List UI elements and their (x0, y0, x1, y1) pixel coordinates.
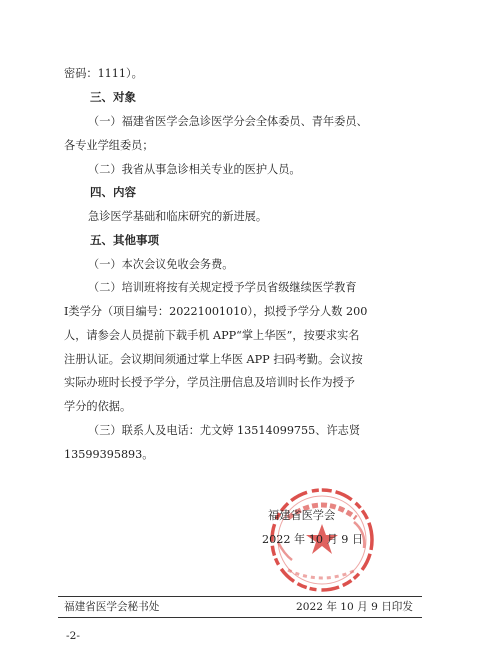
body-line: 急诊医学基础和临床研究的新进展。 (88, 210, 268, 223)
body-line: 人，请参会人员提前下载手机 APP“掌上华医”，按要求实名 (64, 329, 360, 342)
body-line: 学分的依据。 (64, 400, 132, 413)
footer-issue-date: 2022 年 10 月 9 日印发 (296, 601, 413, 613)
body-line: （一）本次会议免收会务费。 (88, 258, 234, 271)
footer-bottom-rule (58, 617, 422, 618)
signature-date: 2022 年 10 月 9 日 (262, 533, 364, 546)
section-heading-content: 四、内容 (90, 185, 136, 199)
section-heading-objects: 三、对象 (90, 90, 136, 104)
signature-organization: 福建省医学会 (268, 509, 336, 522)
page-number: -2- (66, 630, 80, 642)
section-heading-other: 五、其他事项 (90, 233, 159, 247)
body-line: Ⅰ类学分（项目编号：20221001010），拟授予学分人数 200 (64, 305, 368, 318)
body-line: 密码：1111）。 (64, 67, 143, 80)
body-line: （二）培训班将按有关规定授予学员省级继续医学教育 (88, 281, 357, 294)
body-line: 实际办班时长授予学分，学员注册信息及培训时长作为授予 (64, 376, 355, 389)
body-line: 13599395893。 (64, 448, 154, 461)
body-line: （二）我省从事急诊相关专业的医护人员。 (88, 163, 301, 176)
body-line: 各专业学组委员； (64, 139, 154, 152)
footer-top-rule (58, 596, 422, 597)
body-line: （一）福建省医学会急诊医学分会全体委员、青年委员、 (88, 115, 368, 128)
footer-issuer: 福建省医学会秘书处 (64, 601, 160, 613)
body-line: 注册认证。会议期间须通过掌上华医 APP 扫码考勤。会议按 (64, 353, 363, 366)
body-line: （三）联系人及电话：尤文婷 13514099755、许志贤 (88, 424, 361, 437)
